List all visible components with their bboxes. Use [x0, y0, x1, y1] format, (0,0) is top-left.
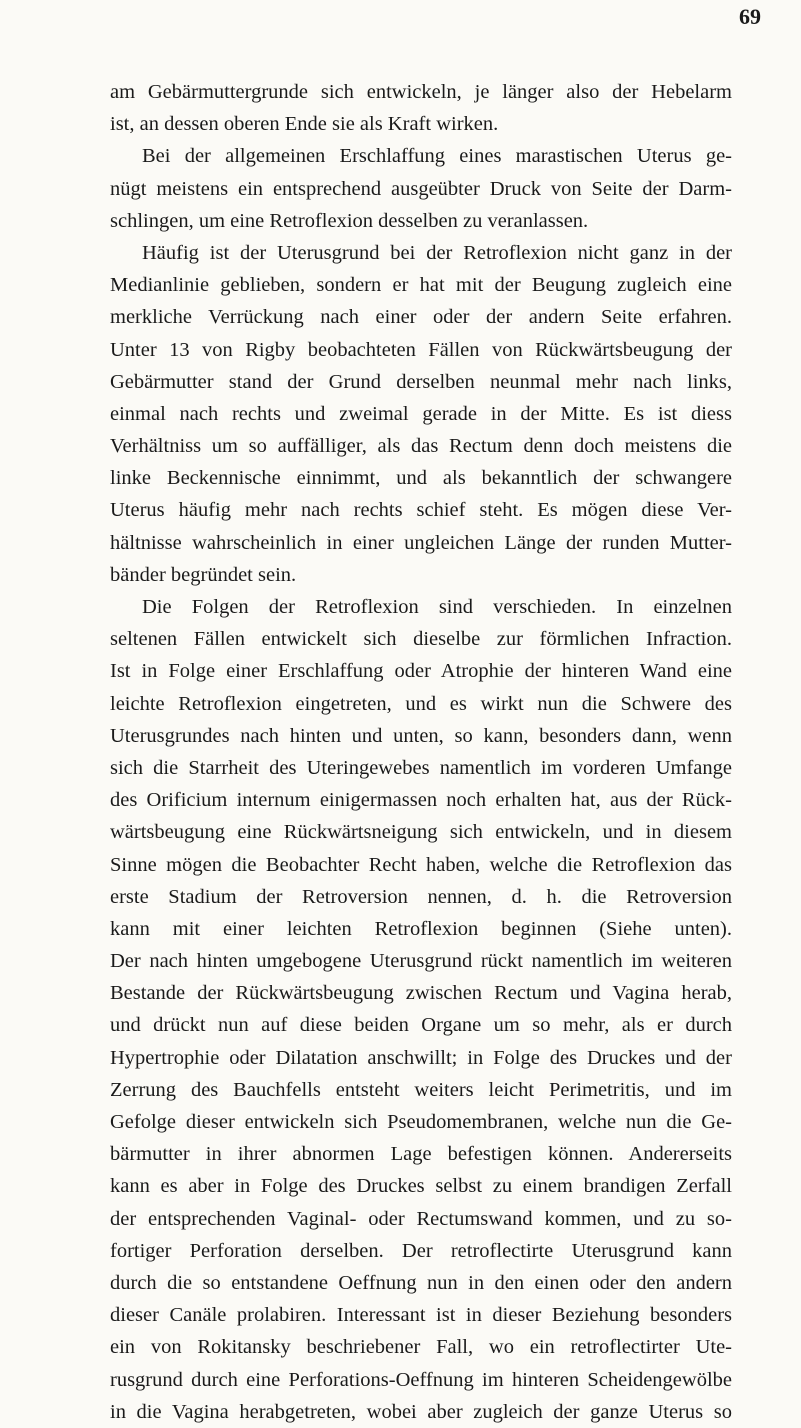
text-line: wärtsbeugung eine Rückwärtsneigung sich entwickeln, und in diesem	[110, 821, 732, 844]
text-line: bärmutter in ihrer abnormen Lage befestigen können. Andererseits	[110, 1143, 732, 1166]
text-line: leichte Retroflexion eingetreten, und es wirkt nun die Schwere des	[110, 692, 732, 715]
text-line: fortiger Perforation derselben. Der retroflectirte Uterusgrund kann	[110, 1239, 732, 1262]
text-line: kann es aber in Folge des Druckes selbst zu einem brandigen Zerfall	[110, 1175, 732, 1198]
text-line: ist, an dessen oberen Ende sie als Kraft wirken.	[110, 113, 499, 136]
text-line: Sinne mögen die Beobachter Recht haben, welche die Retroflexion das	[110, 853, 732, 876]
text-line: rusgrund durch eine Perforations-Oeffnung im hinteren Scheidengewölbe	[110, 1368, 732, 1391]
text-line: dieser Canäle prolabiren. Interessant ist in dieser Beziehung besonders	[110, 1304, 732, 1327]
text-line: Uterus häufig mehr nach rechts schief steht. Es mögen diese Ver-	[110, 499, 732, 522]
text-line: am Gebärmuttergrunde sich entwickeln, je länger also der Hebelarm	[110, 81, 732, 103]
text-line: durch die so entstandene Oeffnung nun in den einen oder den andern	[110, 1271, 732, 1294]
text-line: Gebärmutter stand der Grund derselben neunmal mehr nach links,	[110, 370, 732, 393]
text-line: Der nach hinten umgebogene Uterusgrund rückt namentlich im weiteren	[110, 950, 732, 973]
text-line: Hypertrophie oder Dilatation anschwillt; in Folge des Druckes und der	[110, 1046, 732, 1069]
text-line: in die Vagina herabgetreten, wobei aber zugleich der ganze Uterus so	[110, 1400, 732, 1423]
text-line: Verhältniss um so auffälliger, als das Rectum denn doch meistens die	[110, 435, 732, 458]
text-line: nügt meistens ein entsprechend ausgeübter Druck von Seite der Darm-	[110, 177, 732, 200]
text-line: merkliche Verrückung nach einer oder der andern Seite erfahren.	[110, 306, 732, 329]
text-line: erste Stadium der Retroversion nennen, d. h. die Retroversion	[110, 885, 732, 908]
body-text	[110, 76, 732, 1428]
text-line: linke Beckennische einnimmt, und als bekanntlich der schwangere	[110, 467, 732, 490]
text-line: Unter 13 von Rigby beobachteten Fällen von Rückwärtsbeugung der	[110, 338, 732, 361]
page-number: 69	[739, 4, 761, 29]
text-line: kann mit einer leichten Retroflexion beginnen (Siehe unten).	[110, 917, 732, 940]
text-line: Gefolge dieser entwickeln sich Pseudomembranen, welche nun die Ge-	[110, 1111, 732, 1133]
text-line: Bestande der Rückwärtsbeugung zwischen Rectum und Vagina herab,	[110, 982, 732, 1005]
text-line: Die Folgen der Retroflexion sind verschieden. In einzelnen	[142, 596, 732, 618]
text-line: Häufig ist der Uterusgrund bei der Retroflexion nicht ganz in der	[142, 241, 732, 264]
text-line: Uterusgrundes nach hinten und unten, so kann, besonders dann, wenn	[110, 724, 732, 747]
text-line: des Orificium internum einigermassen noch erhalten hat, aus der Rück-	[110, 789, 732, 812]
text-line: Ist in Folge einer Erschlaffung oder Atrophie der hinteren Wand eine	[110, 660, 732, 683]
text-line: hältnisse wahrscheinlich in einer ungleichen Länge der runden Mutter-	[110, 531, 732, 554]
text-line: ein von Rokitansky beschriebener Fall, wo ein retroflectirter Ute-	[110, 1336, 732, 1359]
text-line: Zerrung des Bauchfells entsteht weiters leicht Perimetritis, und im	[110, 1078, 732, 1101]
text-line: bänder begründet sein.	[110, 563, 297, 586]
text-line: und drückt nun auf diese beiden Organe um so mehr, als er durch	[110, 1014, 732, 1037]
text-line: schlingen, um eine Retroflexion desselben zu veranlassen.	[110, 209, 589, 232]
text-line: der entsprechenden Vaginal- oder Rectumswand kommen, und zu so-	[110, 1207, 732, 1230]
text-line: sich die Starrheit des Uteringewebes namentlich im vorderen Umfange	[110, 756, 732, 779]
text-line: Bei der allgemeinen Erschlaffung eines marastischen Uterus ge-	[142, 145, 732, 168]
text-line: seltenen Fällen entwickelt sich dieselbe zur förmlichen Infraction.	[110, 628, 732, 651]
text-line: Medianlinie geblieben, sondern er hat mit der Beugung zugleich eine	[110, 274, 732, 297]
text-line: einmal nach rechts und zweimal gerade in der Mitte. Es ist diess	[110, 402, 732, 425]
